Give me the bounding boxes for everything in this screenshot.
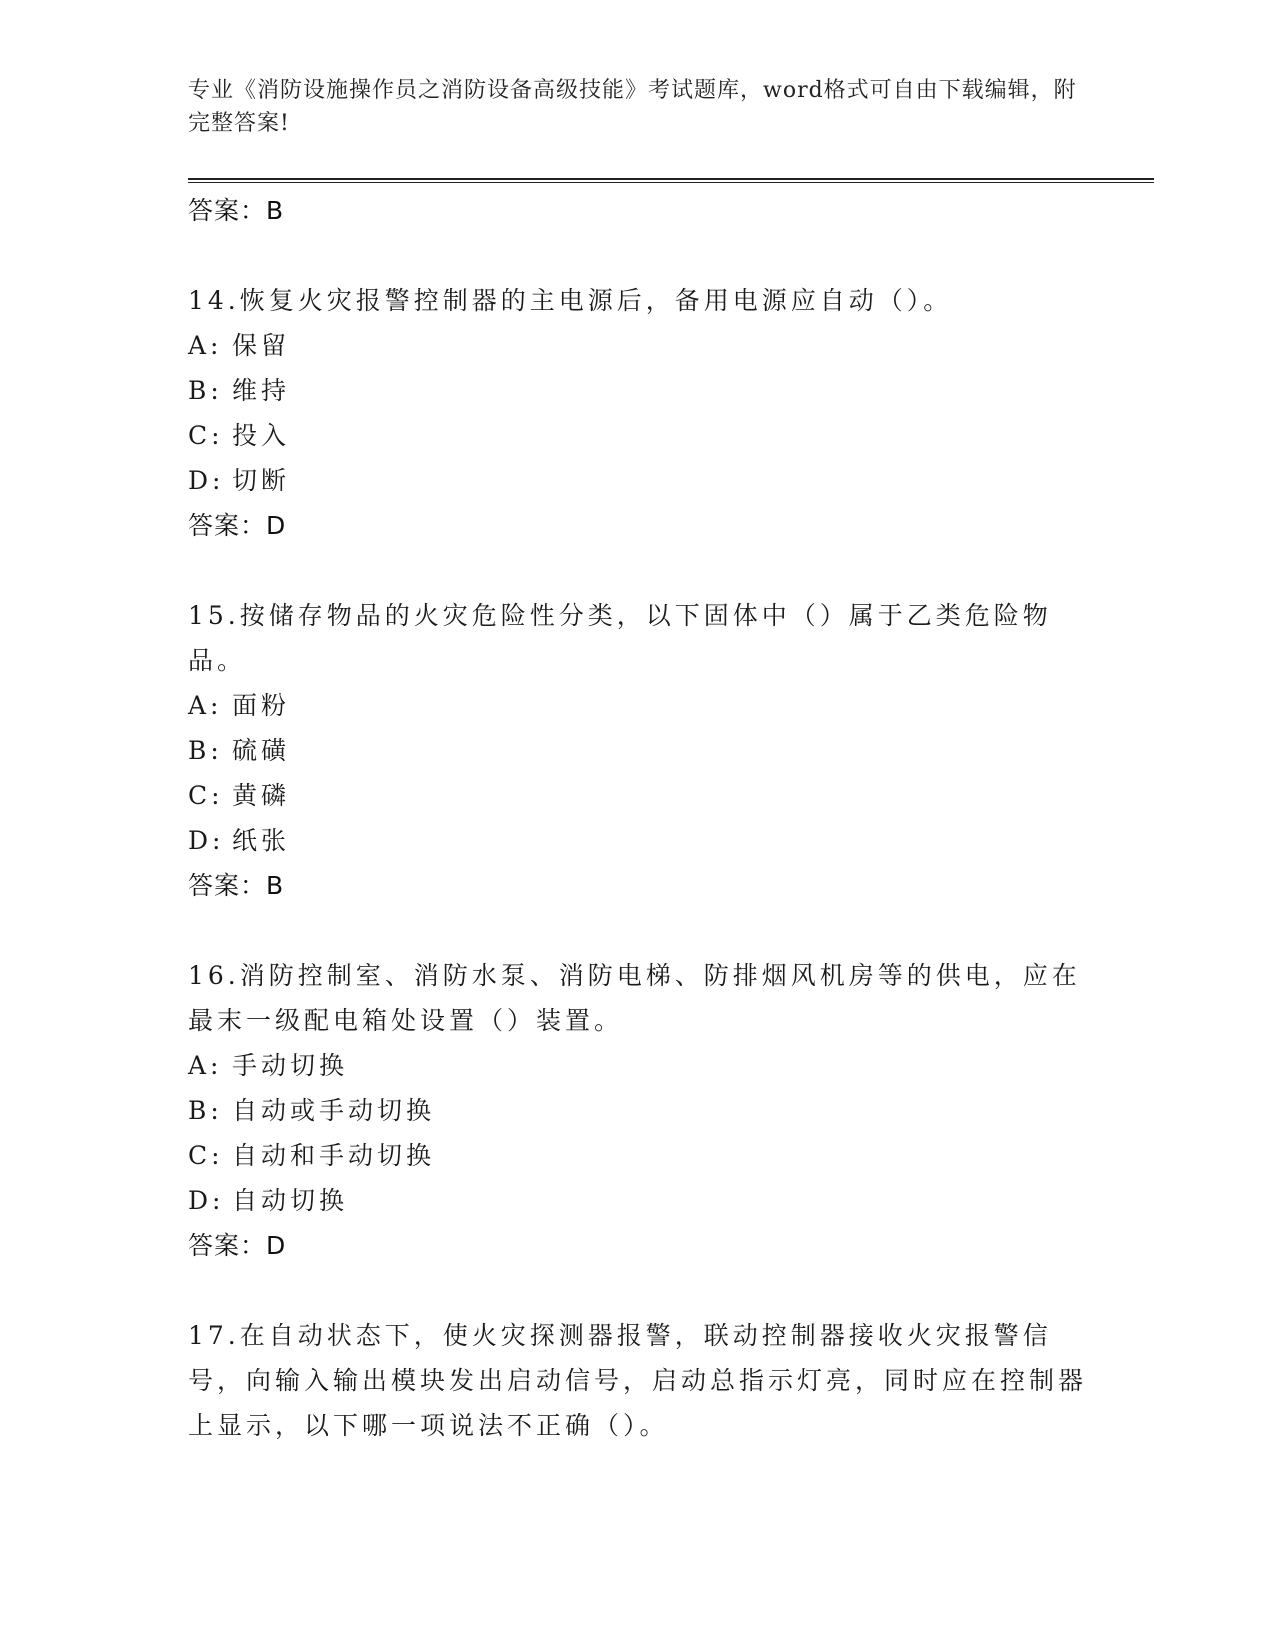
option-letter: B: [188, 376, 223, 405]
option-d [188, 818, 1088, 863]
option-text: 切断 [232, 466, 291, 495]
option-letter: B: [188, 1096, 223, 1125]
option-c [188, 773, 1088, 818]
answer-line: 答案：B [188, 196, 285, 225]
option-d [188, 458, 1088, 503]
option-c [188, 1133, 1088, 1178]
option-b [188, 1088, 1088, 1133]
question-15: 15.按储存物品的火灾危险性分类，以下固体中（）属于乙类危险物品。 [188, 601, 1052, 675]
option-d [188, 1178, 1088, 1223]
option-letter: B: [188, 736, 223, 765]
answer-line: 答案：D [188, 1231, 287, 1260]
option-b [188, 728, 1088, 773]
question-14: 14.恢复火灾报警控制器的主电源后，备用电源应自动（）。 [188, 286, 953, 315]
option-letter: A: [188, 691, 223, 720]
header-divider [188, 178, 1154, 183]
option-text: 自动切换 [232, 1186, 349, 1215]
option-a [188, 323, 1088, 368]
page-header: 专业《消防设施操作员之消防设备高级技能》考试题库，word格式可自由下载编辑，附完整答案! [188, 78, 1077, 136]
option-b [188, 368, 1088, 413]
option-letter: A: [188, 331, 223, 360]
option-text: 纸张 [232, 826, 291, 855]
option-letter: C: [188, 421, 224, 450]
option-text: 投入 [232, 421, 291, 450]
option-text: 自动或手动切换 [232, 1096, 436, 1125]
option-text: 面粉 [232, 691, 291, 720]
option-letter: D: [188, 1186, 225, 1215]
option-letter: D: [188, 466, 225, 495]
question-16: 16.消防控制室、消防水泵、消防电梯、防排烟风机房等的供电，应在最末一级配电箱处设置（）装置。 [188, 961, 1081, 1035]
answer-line: 答案：D [188, 511, 287, 540]
option-a [188, 683, 1088, 728]
option-text: 自动和手动切换 [232, 1141, 436, 1170]
document-body [188, 188, 1088, 1448]
option-a [188, 1043, 1088, 1088]
option-letter: A: [188, 1051, 223, 1080]
option-text: 维持 [232, 376, 291, 405]
option-c [188, 413, 1088, 458]
option-text: 黄磷 [232, 781, 291, 810]
option-letter: C: [188, 1141, 224, 1170]
answer-line: 答案：B [188, 871, 285, 900]
option-text: 保留 [232, 331, 291, 360]
option-letter: C: [188, 781, 224, 810]
option-letter: D: [188, 826, 225, 855]
question-17: 17.在自动状态下，使火灾探测器报警，联动控制器接收火灾报警信号，向输入输出模块发出启动信号，启动总指示灯亮，同时应在控制器上显示，以下哪一项说法不正确（）。 [188, 1321, 1088, 1440]
option-text: 硫磺 [232, 736, 291, 765]
option-text: 手动切换 [232, 1051, 349, 1080]
